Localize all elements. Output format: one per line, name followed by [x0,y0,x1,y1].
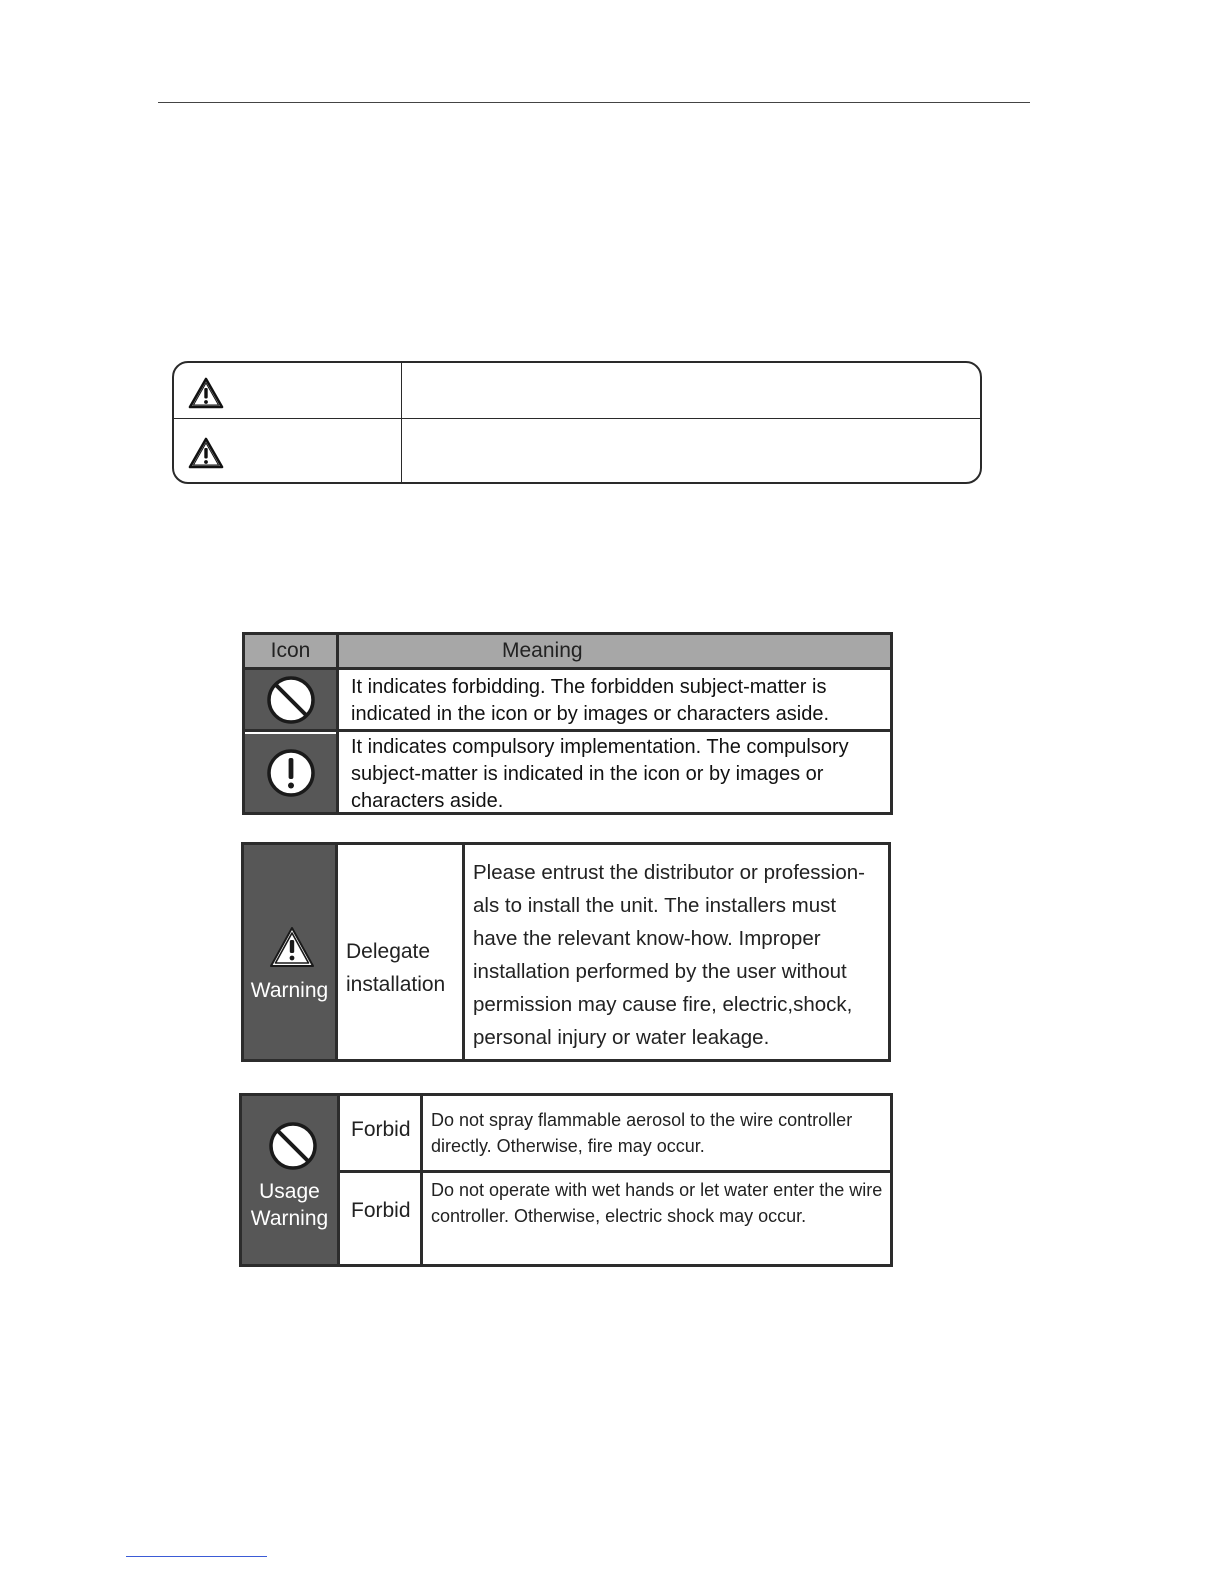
column-header-meaning: Meaning [339,635,890,667]
forbidden-icon [268,1121,318,1171]
usage-warning-label [242,1178,337,1232]
usage-warning-label-line: Usage [259,1180,320,1203]
warning-label-cell [244,845,335,1059]
usage-warning-label-line: Warning [250,1207,329,1230]
column-header-icon: Icon [245,635,336,667]
usage-description: Do not operate with wet hands or let water enter the wire controller. Otherwise, electric shock may occur. [423,1173,890,1264]
usage-warning-table [239,1093,893,1267]
icon-cell [245,732,336,812]
warning-triangle-icon [188,437,224,469]
usage-category: Forbid [340,1173,420,1264]
warning-label: Warning [250,979,329,1002]
warning-description: Please entrust the distributor or profession-als to install the unit. The installers must have the relevant know-how. Improper installation performed by the user without permission may cause fire, electric,shock, personal injury or water leakage. [465,845,888,1059]
usage-warning-label-cell [242,1096,337,1264]
top-divider [158,102,1030,103]
caution-legend-box [172,361,982,484]
icon-meaning-table [242,632,893,815]
warning-category-line: installation [346,973,446,996]
meaning-cell: It indicates compulsory implementation. The compulsory subject-matter is indicated in the icon or by images or characters aside. [339,732,890,812]
warning-table [241,842,891,1062]
warning-category [338,845,462,1059]
legend-column-divider [401,363,402,482]
exclamation-icon [266,748,316,798]
meaning-cell: It indicates forbidding. The forbidden subject-matter is indicated in the icon or by images or characters aside. [339,670,890,729]
usage-category: Forbid [340,1096,420,1170]
legend-row-divider [174,418,980,419]
footer-link-underline [126,1556,267,1557]
warning-triangle-icon [268,925,316,969]
warning-triangle-icon [188,377,224,409]
usage-description: Do not spray flammable aerosol to the wire controller directly. Otherwise, fire may occur. [423,1096,890,1170]
warning-category-line: Delegate [346,940,431,963]
forbidden-icon [266,675,316,725]
icon-cell [245,670,336,729]
